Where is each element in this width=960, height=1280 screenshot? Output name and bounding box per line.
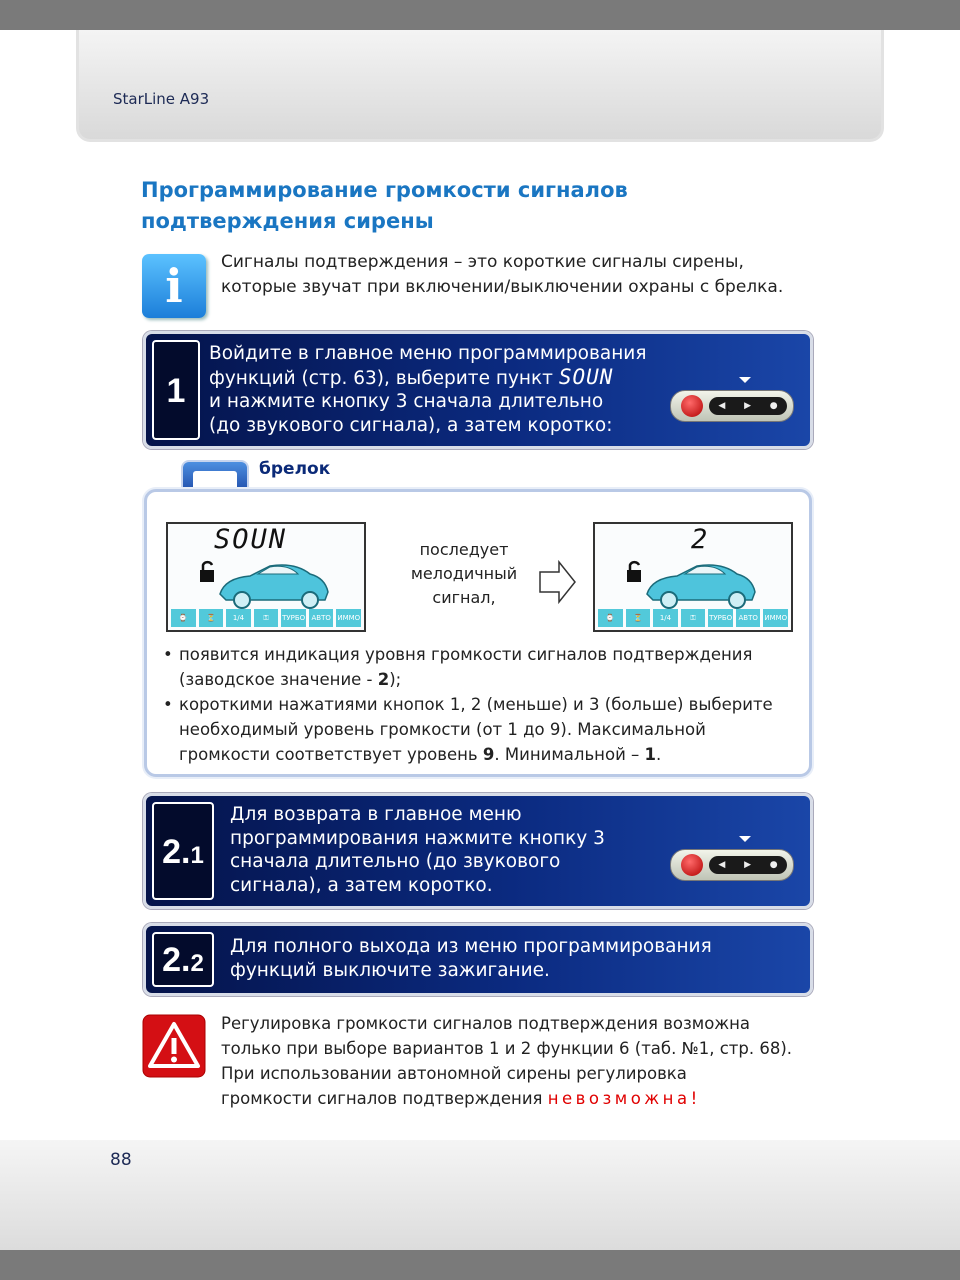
lcd-right bbox=[593, 522, 793, 632]
immo-indicator: ИММО bbox=[336, 609, 361, 627]
button-1-icon: ◀ bbox=[718, 860, 726, 870]
step-2-1-line1: Для возврата в главное меню bbox=[230, 804, 522, 825]
clock-icon: ⌚ bbox=[598, 609, 623, 627]
car-lock-icon bbox=[597, 552, 791, 612]
down-arrow-icon bbox=[739, 836, 751, 842]
hourglass-icon: ⏳ bbox=[626, 609, 651, 627]
section-title bbox=[141, 175, 781, 237]
clock-icon: ⌚ bbox=[171, 609, 196, 627]
lcd-code-soun: SOUN bbox=[558, 364, 614, 389]
step-1-line1: Войдите в главное меню программирования bbox=[209, 343, 647, 364]
step-1-line4: (до звукового сигнала), а затем коротко: bbox=[209, 414, 613, 436]
info-line1: Сигналы подтверждения – это короткие сигналы сирены, bbox=[221, 252, 744, 272]
instruction-bullets bbox=[161, 642, 801, 767]
step-2-2-box bbox=[143, 923, 813, 996]
right-arrow-icon bbox=[539, 560, 577, 604]
auto-indicator: АВТО bbox=[309, 609, 334, 627]
button-2-icon: ▶ bbox=[744, 401, 751, 411]
timer-icon: 1/4 bbox=[226, 609, 251, 627]
keyfob-buttons bbox=[709, 856, 787, 874]
warning-line2: только при выборе вариантов 1 и 2 функции 6 (таб. №1, стр. 68). bbox=[221, 1039, 793, 1058]
step-1-line2 bbox=[209, 366, 679, 391]
bullet-item bbox=[161, 642, 801, 692]
warning-triangle-icon bbox=[142, 1014, 206, 1078]
step-1-number: 1 bbox=[152, 340, 200, 440]
bullet2-line3: громкости соответствует уровень 9. Минимальной – 1. bbox=[179, 745, 662, 764]
step-2-1-text bbox=[230, 803, 670, 897]
middle-line3: сигнал, bbox=[432, 588, 496, 607]
button-3-icon: ● bbox=[769, 860, 778, 870]
step-2-1-number: 2.1 bbox=[152, 802, 214, 900]
turbo-indicator: ТУРБО bbox=[708, 609, 733, 627]
bullet-item bbox=[161, 692, 801, 767]
step-1-text bbox=[209, 342, 679, 437]
lcd-right-code: 2 bbox=[691, 524, 710, 555]
lcd-right-icon-bar bbox=[598, 609, 788, 627]
page-number: 88 bbox=[110, 1150, 132, 1170]
immo-indicator: ИММО bbox=[763, 609, 788, 627]
key-icon: ⚿ bbox=[681, 609, 706, 627]
bullet1-line1: • появится индикация уровня громкости сигналов подтверждения bbox=[179, 645, 753, 664]
hourglass-icon: ⏳ bbox=[199, 609, 224, 627]
red-button-icon bbox=[681, 854, 703, 876]
step-2-2-number: 2.2 bbox=[152, 932, 214, 987]
red-button-icon bbox=[681, 395, 703, 417]
impossible-emphasis: невозможна! bbox=[547, 1089, 701, 1108]
keyfob-buttons bbox=[709, 397, 787, 415]
manual-page bbox=[0, 30, 960, 1250]
step-1-line3: и нажмите кнопку 3 сначала длительно bbox=[209, 391, 604, 412]
keyfob-button-panel bbox=[670, 390, 794, 422]
auto-indicator: АВТО bbox=[736, 609, 761, 627]
footer-band bbox=[0, 1140, 960, 1250]
middle-line2: мелодичный bbox=[410, 564, 518, 583]
keyfob-button-panel bbox=[670, 849, 794, 881]
step-2-1-line3: сначала длительно (до звукового bbox=[230, 851, 561, 872]
step-2-2-line2: функций выключите зажигание. bbox=[230, 959, 550, 981]
down-arrow-icon bbox=[739, 377, 751, 383]
middle-line1: последует bbox=[419, 540, 509, 559]
button-2-icon: ▶ bbox=[744, 860, 751, 870]
button-1-icon: ◀ bbox=[718, 401, 726, 411]
keyfob-panel bbox=[144, 489, 812, 777]
info-icon: i bbox=[142, 254, 206, 318]
page-header bbox=[76, 30, 884, 142]
bullet2-line2: необходимый уровень громкости (от 1 до 9). Максимальной bbox=[179, 720, 706, 739]
step-1-box bbox=[143, 331, 813, 449]
section-title-line2: подтверждения сирены bbox=[141, 209, 434, 233]
step-2-1-line4: сигнала), а затем коротко. bbox=[230, 874, 493, 896]
timer-icon: 1/4 bbox=[653, 609, 678, 627]
warning-line4: громкости сигналов подтверждения невозможна! bbox=[221, 1089, 701, 1108]
warning-line1: Регулировка громкости сигналов подтверждения возможна bbox=[221, 1014, 751, 1033]
lcd-left bbox=[166, 522, 366, 632]
bullet1-line2: (заводское значение - 2); bbox=[179, 670, 402, 689]
key-icon: ⚿ bbox=[254, 609, 279, 627]
step-2-1-box bbox=[143, 793, 813, 909]
keyfob-label: брелок bbox=[259, 459, 331, 479]
step-1-line2-text: функций (стр. 63), выберите пункт bbox=[209, 367, 553, 389]
lcd-left-icon-bar bbox=[171, 609, 361, 627]
lcd-left-code: SOUN bbox=[214, 524, 288, 555]
warning-line3: При использовании автономной сирены регулировка bbox=[221, 1064, 687, 1083]
warning-text bbox=[221, 1011, 821, 1111]
turbo-indicator: ТУРБО bbox=[281, 609, 306, 627]
melody-signal-text bbox=[394, 538, 534, 610]
section-title-line1: Программирование громкости сигналов bbox=[141, 178, 628, 202]
bullet2-line1: • короткими нажатиями кнопок 1, 2 (меньше) и 3 (больше) выберите bbox=[179, 695, 773, 714]
info-text bbox=[221, 250, 821, 300]
car-lock-icon bbox=[170, 552, 364, 612]
header-title: StarLine A93 bbox=[113, 90, 210, 108]
step-2-2-text bbox=[230, 935, 790, 982]
step-2-2-line1: Для полного выхода из меню программирования bbox=[230, 936, 712, 957]
button-3-icon: ● bbox=[769, 401, 778, 411]
info-line2: которые звучат при включении/выключении охраны с брелка. bbox=[221, 277, 784, 297]
step-2-1-line2: программирования нажмите кнопку 3 bbox=[230, 827, 605, 849]
